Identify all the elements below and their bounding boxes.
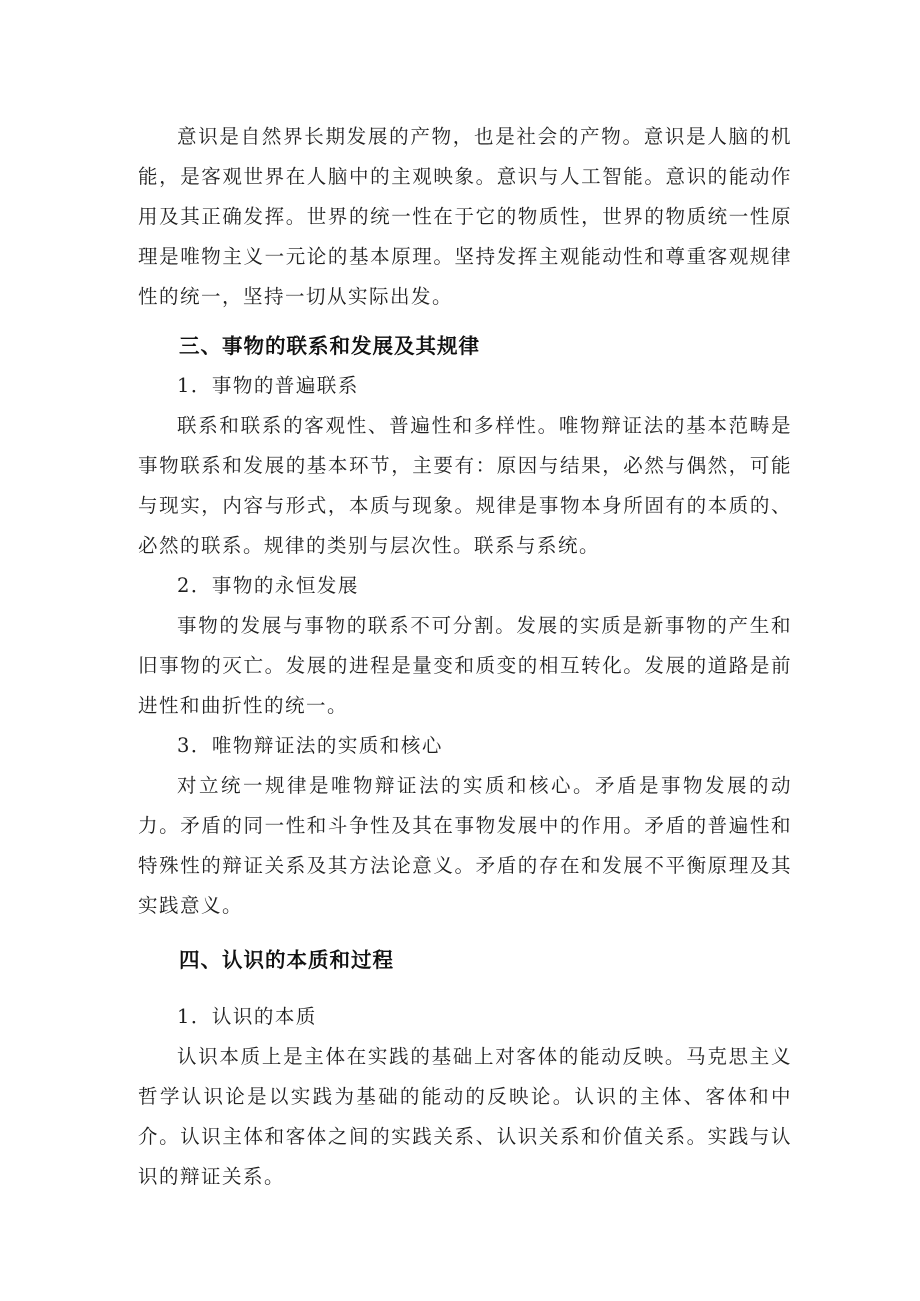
paragraph-3-3: 对立统一规律是唯物辩证法的实质和核心。矛盾是事物发展的动力。矛盾的同一性和斗争性及其在事物发展中的作用。矛盾的普遍性和特殊性的辩证关系及其方法论意义。矛盾的存在和发展不平衡原理及其实践意义。 <box>138 774 792 917</box>
paragraph-consciousness: 意识是自然界长期发展的产物，也是社会的产物。意识是人脑的机能，是客观世界在人脑中的主观映象。意识与人工智能。意识的能动作用及其正确发挥。世界的统一性在于它的物质性，世界的物质统一性原理是唯物主义一元论的基本原理。坚持发挥主观能动性和尊重客观规律性的统一，坚持一切从实际出发。 <box>138 125 792 308</box>
section-heading-4: 四、认识的本质和过程 <box>179 948 394 972</box>
paragraph-3-1: 联系和联系的客观性、普遍性和多样性。唯物辩证法的基本范畴是事物联系和发展的基本环节，主要有：原因与结果，必然与偶然，可能与现实，内容与形式，本质与现象。规律是事物本身所固有的本质的、必然的联系。规律的类别与层次性。联系与系统。 <box>138 414 792 557</box>
section-heading-3: 三、事物的联系和发展及其规律 <box>179 334 480 358</box>
subheading-4-1: 1．认识的本质 <box>177 1005 317 1028</box>
subheading-3-2: 2．事物的永恒发展 <box>177 574 359 597</box>
paragraph-4-1: 认识本质上是主体在实践的基础上对客体的能动反映。马克思主义哲学认识论是以实践为基础的能动的反映论。认识的主体、客体和中介。认识主体和客体之间的实践关系、认识关系和价值关系。实践与认识的辩证关系。 <box>138 1045 792 1188</box>
paragraph-3-2: 事物的发展与事物的联系不可分割。发展的实质是新事物的产生和旧事物的灭亡。发展的进程是量变和质变的相互转化。发展的道路是前进性和曲折性的统一。 <box>138 614 792 717</box>
subheading-3-3: 3．唯物辩证法的实质和核心 <box>177 734 443 757</box>
subheading-3-1: 1．事物的普遍联系 <box>177 374 359 397</box>
